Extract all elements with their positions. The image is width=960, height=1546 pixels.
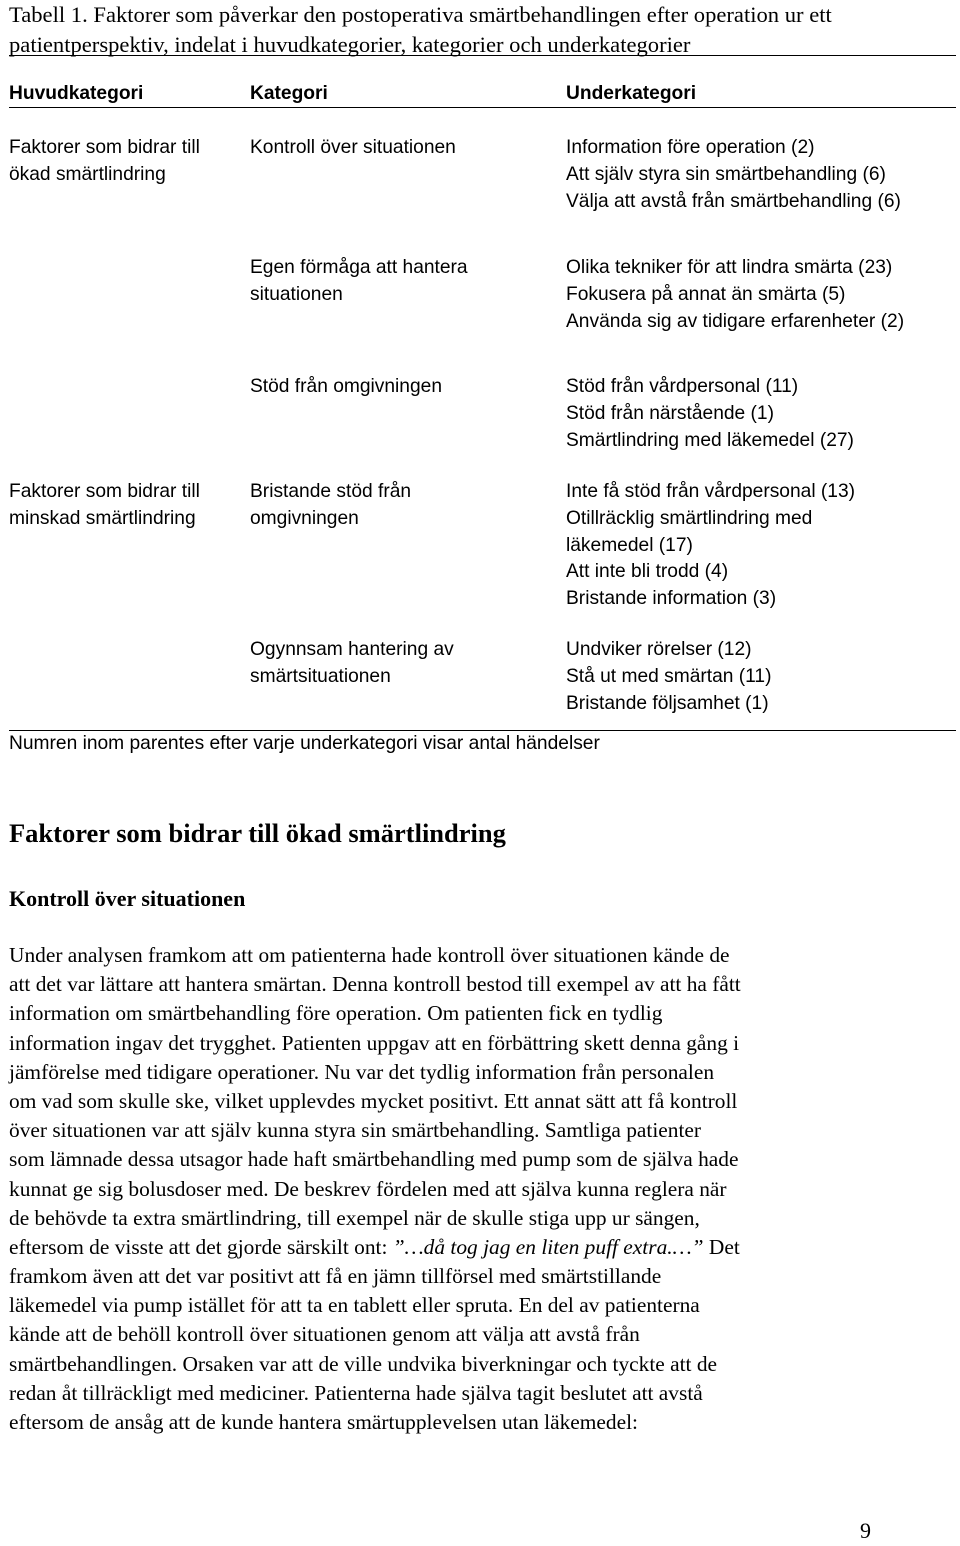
header-huvudkategori: Huvudkategori	[9, 83, 144, 104]
category-bristande-stod: Bristande stöd från omgivningen	[250, 481, 412, 529]
category-kontroll: Kontroll över situationen	[250, 137, 456, 158]
page-number: 9	[860, 1518, 871, 1543]
table-header-rule	[9, 107, 956, 108]
subcategories-stod: Stöd från vårdpersonal (11) Stöd från närstående (1) Smärtlindring med läkemedel (27)	[566, 376, 854, 451]
body-paragraph: Under analysen framkom att om patienterna hade kontroll över situationen kände de att det var lättare att hantera smärtan. Denna kontroll bestod till exempel av att ha fått information om smärtbehandling före operation. Om patienten fick en tydlig information ingav det trygghet. Patienten uppgav att en förbättring skett denna gång i jämförelse med tidigare operationer. Nu var det tydlig information från personalen om vad som skulle ske, vilket upplevdes mycket positivt. Ett annat sätt att få kontroll över situationen var att själv kunna styra sin smärtbehandling. Samtliga patienter som lämnade dessa utsagor hade haft smärtbehandling med pump som de själva hade kunnat ge sig bolusdoser med. De beskrev fördelen med att själva kunna reglera när de behövde ta extra smärtlindring, till exempel när de skulle stiga upp ur sängen, eftersom de visste att det gjorde särskilt ont: ”…då tog jag en liten puff extra.…” Det framkom även att det var positivt att få en jämn tillförsel med smärtstillande läkemedel via pump istället för att ta en tablett eller spruta. En del av patienterna kände att de behöll kontroll över situationen genom att välja att avstå från smärtbehandlingen. Orsaken var att de ville undvika biverkningar och tyckte att de redan åt tillräckligt med mediciner. Patienterna hade själva tagit beslutet att avstå eftersom de ansåg att de kunde hantera smärtupplevelsen utan läkemedel:	[9, 943, 741, 1434]
table-caption: Tabell 1. Faktorer som påverkar den postoperativa smärtbehandlingen efter operation ur ett patientperspektiv, indelat i huvudkategorier, kategorier och underkategorier	[9, 2, 832, 57]
category-ogynnsam: Ogynnsam hantering av smärtsituationen	[250, 639, 454, 687]
subcategories-kontroll: Information före operation (2) Att själv styra sin smärtbehandling (6) Välja att avstå från smärtbehandling (6)	[566, 137, 901, 212]
header-underkategori: Underkategori	[566, 83, 697, 104]
category-stod: Stöd från omgivningen	[250, 376, 442, 397]
subcategories-egen-formaga: Olika tekniker för att lindra smärta (23) Fokusera på annat än smärta (5) Använda sig av tidigare erfarenheter (2)	[566, 257, 905, 332]
subcategories-ogynnsam: Undviker rörelser (12) Stå ut med smärtan (11) Bristande följsamhet (1)	[566, 639, 772, 714]
table-note: Numren inom parentes efter varje underkategori visar antal händelser	[9, 733, 600, 754]
category-egen-formaga: Egen förmåga att hantera situationen	[250, 257, 468, 305]
subcategories-bristande-stod: Inte få stöd från vårdpersonal (13) Otillräcklig smärtlindring med läkemedel (17) Att inte bli trodd (4) Bristande information (3)	[566, 481, 856, 610]
table-top-rule	[9, 55, 956, 56]
main-category-okad: Faktorer som bidrar till ökad smärtlindring	[9, 137, 200, 185]
inline-quote: ”…då tog jag en liten puff extra.…”	[392, 1234, 704, 1259]
section-heading: Faktorer som bidrar till ökad smärtlindring	[9, 818, 506, 848]
section-subheading: Kontroll över situationen	[9, 886, 246, 911]
header-kategori: Kategori	[250, 83, 328, 104]
main-category-minskad: Faktorer som bidrar till minskad smärtlindring	[9, 481, 200, 529]
